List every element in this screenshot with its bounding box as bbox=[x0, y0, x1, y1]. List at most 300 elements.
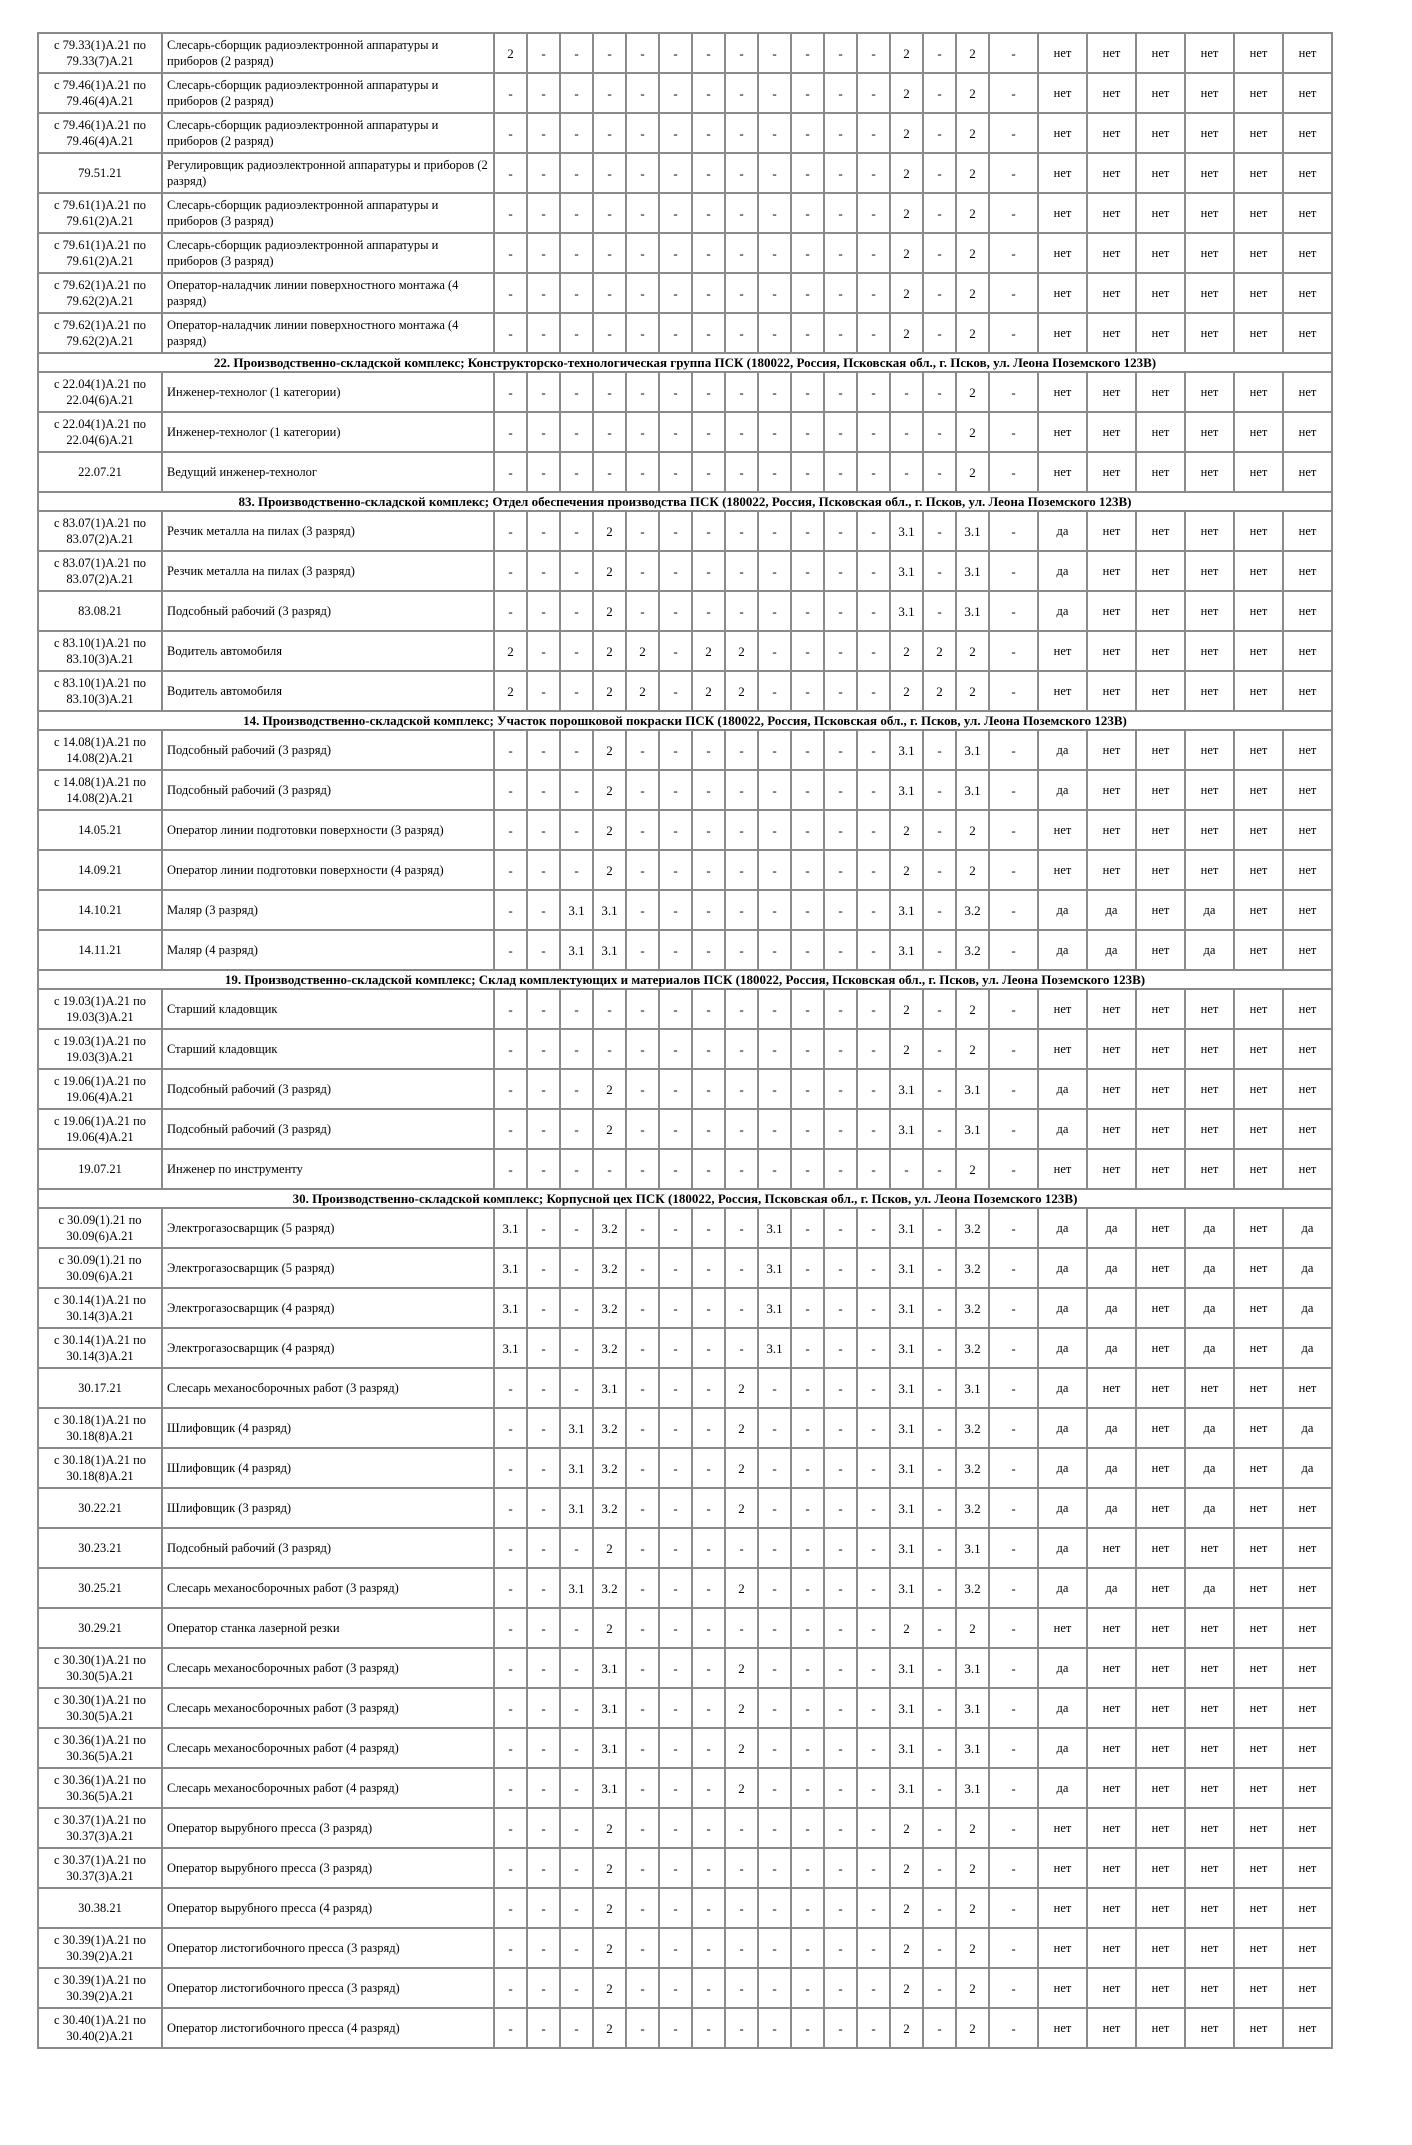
factor-class-cell: - bbox=[527, 1448, 560, 1488]
factor-class-cell: - bbox=[791, 1408, 824, 1448]
factor-class-cell: - bbox=[593, 1029, 626, 1069]
guarantee-cell: да bbox=[1087, 930, 1136, 970]
guarantee-cell: нет bbox=[1234, 193, 1283, 233]
guarantee-cell: нет bbox=[1136, 452, 1185, 492]
factor-class-cell: - bbox=[659, 1488, 692, 1528]
factor-class-cell: - bbox=[989, 1069, 1038, 1109]
job-title: Подсобный рабочий (3 разряд) bbox=[162, 1069, 494, 1109]
factor-class-cell: - bbox=[593, 989, 626, 1029]
factor-class-cell: - bbox=[626, 1728, 659, 1768]
guarantee-cell: нет bbox=[1234, 511, 1283, 551]
guarantee-cell: нет bbox=[1038, 233, 1087, 273]
guarantee-cell: нет bbox=[1087, 1648, 1136, 1688]
factor-class-cell: 3.1 bbox=[956, 1688, 989, 1728]
table-row bbox=[38, 313, 1332, 353]
guarantee-cell: нет bbox=[1283, 1968, 1332, 2008]
factor-class-cell: 3.1 bbox=[593, 1768, 626, 1808]
guarantee-cell: нет bbox=[1283, 1029, 1332, 1069]
factor-class-cell: 3.1 bbox=[560, 890, 593, 930]
guarantee-cell: нет bbox=[1136, 730, 1185, 770]
guarantee-cell: да bbox=[1038, 1408, 1087, 1448]
workplace-code: 30.25.21 bbox=[38, 1568, 162, 1608]
guarantee-cell: нет bbox=[1283, 33, 1332, 73]
factor-class-cell: - bbox=[527, 1029, 560, 1069]
factor-class-cell: - bbox=[659, 113, 692, 153]
factor-class-cell: - bbox=[725, 591, 758, 631]
factor-class-cell: - bbox=[989, 1368, 1038, 1408]
table-row bbox=[38, 1968, 1332, 2008]
guarantee-cell: нет bbox=[1038, 1968, 1087, 2008]
guarantee-cell: нет bbox=[1038, 1928, 1087, 1968]
guarantee-cell: нет bbox=[1234, 1328, 1283, 1368]
factor-class-cell: 3.1 bbox=[890, 1488, 923, 1528]
factor-class-cell: 3.1 bbox=[890, 511, 923, 551]
guarantee-cell: да bbox=[1087, 1448, 1136, 1488]
factor-class-cell: - bbox=[791, 193, 824, 233]
factor-class-cell: - bbox=[527, 273, 560, 313]
factor-class-cell: - bbox=[824, 591, 857, 631]
factor-class-cell: - bbox=[725, 1288, 758, 1328]
guarantee-cell: нет bbox=[1087, 273, 1136, 313]
guarantee-cell: нет bbox=[1234, 1248, 1283, 1288]
factor-class-cell: 3.1 bbox=[560, 1488, 593, 1528]
factor-class-cell: - bbox=[758, 890, 791, 930]
factor-class-cell: - bbox=[824, 193, 857, 233]
factor-class-cell: 2 bbox=[956, 73, 989, 113]
guarantee-cell: да bbox=[1038, 1688, 1087, 1728]
guarantee-cell: нет bbox=[1283, 153, 1332, 193]
guarantee-cell: да bbox=[1283, 1208, 1332, 1248]
factor-class-cell: - bbox=[626, 1408, 659, 1448]
factor-class-cell: 3.1 bbox=[956, 1648, 989, 1688]
workplace-code: 83.08.21 bbox=[38, 591, 162, 631]
table-row bbox=[38, 1568, 1332, 1608]
factor-class-cell: - bbox=[626, 273, 659, 313]
guarantee-cell: нет bbox=[1283, 770, 1332, 810]
factor-class-cell: 2 bbox=[890, 273, 923, 313]
factor-class-cell: 2 bbox=[956, 850, 989, 890]
factor-class-cell: - bbox=[527, 193, 560, 233]
factor-class-cell: - bbox=[527, 890, 560, 930]
factor-class-cell: - bbox=[857, 770, 890, 810]
factor-class-cell: - bbox=[560, 153, 593, 193]
working-conditions-table bbox=[37, 32, 1333, 2049]
factor-class-cell: - bbox=[560, 810, 593, 850]
guarantee-cell: нет bbox=[1185, 1808, 1234, 1848]
factor-class-cell: - bbox=[758, 1768, 791, 1808]
factor-class-cell: 2 bbox=[923, 671, 956, 711]
factor-class-cell: - bbox=[527, 1608, 560, 1648]
factor-class-cell: 2 bbox=[725, 1448, 758, 1488]
guarantee-cell: нет bbox=[1136, 511, 1185, 551]
factor-class-cell: - bbox=[824, 1328, 857, 1368]
factor-class-cell: - bbox=[659, 930, 692, 970]
factor-class-cell: - bbox=[692, 770, 725, 810]
factor-class-cell: - bbox=[692, 1768, 725, 1808]
guarantee-cell: нет bbox=[1087, 671, 1136, 711]
factor-class-cell: - bbox=[857, 511, 890, 551]
factor-class-cell: 3.1 bbox=[758, 1328, 791, 1368]
factor-class-cell: - bbox=[527, 1848, 560, 1888]
factor-class-cell: 2 bbox=[890, 233, 923, 273]
factor-class-cell: - bbox=[659, 730, 692, 770]
guarantee-cell: нет bbox=[1136, 273, 1185, 313]
factor-class-cell: - bbox=[989, 1968, 1038, 2008]
factor-class-cell: - bbox=[725, 153, 758, 193]
factor-class-cell: - bbox=[593, 193, 626, 233]
factor-class-cell: - bbox=[560, 671, 593, 711]
factor-class-cell: - bbox=[725, 113, 758, 153]
guarantee-cell: да bbox=[1038, 1448, 1087, 1488]
table-row bbox=[38, 511, 1332, 551]
job-title: Подсобный рабочий (3 разряд) bbox=[162, 730, 494, 770]
guarantee-cell: нет bbox=[1234, 372, 1283, 412]
factor-class-cell: 2 bbox=[956, 631, 989, 671]
guarantee-cell: нет bbox=[1136, 1248, 1185, 1288]
table-row bbox=[38, 73, 1332, 113]
job-title: Инженер-технолог (1 категории) bbox=[162, 372, 494, 412]
table-row bbox=[38, 591, 1332, 631]
guarantee-cell: нет bbox=[1234, 671, 1283, 711]
table-row bbox=[38, 1848, 1332, 1888]
factor-class-cell: - bbox=[791, 890, 824, 930]
guarantee-cell: нет bbox=[1038, 193, 1087, 233]
factor-class-cell: - bbox=[989, 1928, 1038, 1968]
factor-class-cell: 3.1 bbox=[593, 1688, 626, 1728]
guarantee-cell: да bbox=[1185, 1488, 1234, 1528]
table-row bbox=[38, 1608, 1332, 1648]
table-row bbox=[38, 1288, 1332, 1328]
guarantee-cell: нет bbox=[1283, 730, 1332, 770]
factor-class-cell: - bbox=[560, 193, 593, 233]
guarantee-cell: нет bbox=[1087, 452, 1136, 492]
guarantee-cell: нет bbox=[1283, 1848, 1332, 1888]
guarantee-cell: нет bbox=[1234, 2008, 1283, 2048]
guarantee-cell: нет bbox=[1234, 1069, 1283, 1109]
guarantee-cell: нет bbox=[1185, 33, 1234, 73]
factor-class-cell: 2 bbox=[956, 372, 989, 412]
guarantee-cell: нет bbox=[1136, 1288, 1185, 1328]
factor-class-cell: - bbox=[494, 273, 527, 313]
table-row bbox=[38, 989, 1332, 1029]
guarantee-cell: нет bbox=[1087, 1888, 1136, 1928]
factor-class-cell: - bbox=[725, 930, 758, 970]
factor-class-cell: - bbox=[989, 313, 1038, 353]
guarantee-cell: нет bbox=[1234, 591, 1283, 631]
guarantee-cell: нет bbox=[1136, 1029, 1185, 1069]
guarantee-cell: да bbox=[1038, 1528, 1087, 1568]
factor-class-cell: 3.1 bbox=[890, 591, 923, 631]
factor-class-cell: - bbox=[494, 1848, 527, 1888]
factor-class-cell: - bbox=[593, 153, 626, 193]
workplace-code: с 30.40(1)А.21 по 30.40(2)А.21 bbox=[38, 2008, 162, 2048]
factor-class-cell: - bbox=[692, 989, 725, 1029]
guarantee-cell: нет bbox=[1185, 730, 1234, 770]
factor-class-cell: 3.1 bbox=[890, 1208, 923, 1248]
factor-class-cell: - bbox=[791, 1208, 824, 1248]
factor-class-cell: - bbox=[626, 1888, 659, 1928]
factor-class-cell: - bbox=[725, 770, 758, 810]
factor-class-cell: - bbox=[626, 810, 659, 850]
guarantee-cell: да bbox=[1185, 1288, 1234, 1328]
factor-class-cell: - bbox=[923, 551, 956, 591]
section-header-row bbox=[38, 1189, 1332, 1208]
factor-class-cell: - bbox=[692, 1528, 725, 1568]
factor-class-cell: 2 bbox=[725, 1648, 758, 1688]
factor-class-cell: 3.1 bbox=[956, 1368, 989, 1408]
factor-class-cell: - bbox=[923, 1408, 956, 1448]
factor-class-cell: - bbox=[692, 810, 725, 850]
factor-class-cell: - bbox=[659, 233, 692, 273]
guarantee-cell: нет bbox=[1136, 313, 1185, 353]
factor-class-cell: - bbox=[593, 273, 626, 313]
factor-class-cell: - bbox=[989, 1688, 1038, 1728]
table-row bbox=[38, 1728, 1332, 1768]
guarantee-cell: нет bbox=[1185, 313, 1234, 353]
guarantee-cell: да bbox=[1038, 1568, 1087, 1608]
workplace-code: с 14.08(1)А.21 по 14.08(2)А.21 bbox=[38, 770, 162, 810]
factor-class-cell: 3.1 bbox=[593, 930, 626, 970]
table-row bbox=[38, 233, 1332, 273]
guarantee-cell: нет bbox=[1136, 412, 1185, 452]
factor-class-cell: - bbox=[692, 73, 725, 113]
factor-class-cell: - bbox=[692, 1848, 725, 1888]
guarantee-cell: нет bbox=[1136, 930, 1185, 970]
factor-class-cell: - bbox=[593, 452, 626, 492]
guarantee-cell: нет bbox=[1136, 1408, 1185, 1448]
factor-class-cell: - bbox=[791, 1608, 824, 1648]
factor-class-cell: 2 bbox=[593, 1808, 626, 1848]
factor-class-cell: 3.2 bbox=[956, 930, 989, 970]
factor-class-cell: - bbox=[560, 1608, 593, 1648]
factor-class-cell: - bbox=[659, 1368, 692, 1408]
factor-class-cell: - bbox=[857, 1208, 890, 1248]
factor-class-cell: - bbox=[659, 671, 692, 711]
workplace-code: 79.51.21 bbox=[38, 153, 162, 193]
factor-class-cell: - bbox=[758, 73, 791, 113]
guarantee-cell: нет bbox=[1185, 113, 1234, 153]
guarantee-cell: нет bbox=[1234, 273, 1283, 313]
guarantee-cell: да bbox=[1038, 770, 1087, 810]
guarantee-cell: нет bbox=[1185, 1888, 1234, 1928]
factor-class-cell: - bbox=[791, 511, 824, 551]
factor-class-cell: - bbox=[989, 1568, 1038, 1608]
table-row bbox=[38, 412, 1332, 452]
factor-class-cell: - bbox=[791, 1248, 824, 1288]
factor-class-cell: - bbox=[725, 1069, 758, 1109]
workplace-code: 30.17.21 bbox=[38, 1368, 162, 1408]
factor-class-cell: - bbox=[659, 1808, 692, 1848]
guarantee-cell: нет bbox=[1087, 551, 1136, 591]
guarantee-cell: нет bbox=[1087, 1368, 1136, 1408]
workplace-code: 22.07.21 bbox=[38, 452, 162, 492]
table-row bbox=[38, 1149, 1332, 1189]
table-row bbox=[38, 1069, 1332, 1109]
job-title: Оператор линии подготовки поверхности (3 разряд) bbox=[162, 810, 494, 850]
factor-class-cell: 2 bbox=[725, 1568, 758, 1608]
factor-class-cell: 2 bbox=[593, 810, 626, 850]
factor-class-cell: - bbox=[494, 1528, 527, 1568]
guarantee-cell: нет bbox=[1234, 1648, 1283, 1688]
table-row bbox=[38, 372, 1332, 412]
factor-class-cell: - bbox=[923, 1928, 956, 1968]
factor-class-cell: - bbox=[791, 591, 824, 631]
factor-class-cell: - bbox=[824, 1208, 857, 1248]
workplace-code: с 30.30(1)А.21 по 30.30(5)А.21 bbox=[38, 1688, 162, 1728]
factor-class-cell: - bbox=[758, 1728, 791, 1768]
factor-class-cell: 3.1 bbox=[890, 890, 923, 930]
factor-class-cell: 2 bbox=[494, 671, 527, 711]
factor-class-cell: 3.1 bbox=[494, 1208, 527, 1248]
job-title: Подсобный рабочий (3 разряд) bbox=[162, 1109, 494, 1149]
job-title: Электрогазосварщик (5 разряд) bbox=[162, 1248, 494, 1288]
factor-class-cell: - bbox=[923, 233, 956, 273]
factor-class-cell: - bbox=[560, 1368, 593, 1408]
factor-class-cell: - bbox=[494, 1928, 527, 1968]
table-row bbox=[38, 1328, 1332, 1368]
factor-class-cell: - bbox=[923, 1448, 956, 1488]
factor-class-cell: - bbox=[593, 412, 626, 452]
guarantee-cell: нет bbox=[1038, 850, 1087, 890]
guarantee-cell: нет bbox=[1234, 1728, 1283, 1768]
job-title: Оператор-наладчик линии поверхностного монтажа (4 разряд) bbox=[162, 273, 494, 313]
guarantee-cell: нет bbox=[1283, 412, 1332, 452]
guarantee-cell: нет bbox=[1038, 73, 1087, 113]
factor-class-cell: 3.1 bbox=[890, 730, 923, 770]
factor-class-cell: - bbox=[824, 1848, 857, 1888]
factor-class-cell: 2 bbox=[890, 989, 923, 1029]
factor-class-cell: - bbox=[824, 73, 857, 113]
factor-class-cell: - bbox=[527, 591, 560, 631]
factor-class-cell: - bbox=[626, 1248, 659, 1288]
factor-class-cell: 3.1 bbox=[956, 551, 989, 591]
factor-class-cell: - bbox=[659, 1408, 692, 1448]
guarantee-cell: нет bbox=[1087, 989, 1136, 1029]
guarantee-cell: нет bbox=[1283, 1648, 1332, 1688]
guarantee-cell: нет bbox=[1087, 1968, 1136, 2008]
factor-class-cell: - bbox=[857, 551, 890, 591]
factor-class-cell: - bbox=[560, 1328, 593, 1368]
factor-class-cell: - bbox=[758, 33, 791, 73]
guarantee-cell: нет bbox=[1234, 1768, 1283, 1808]
factor-class-cell: - bbox=[824, 33, 857, 73]
factor-class-cell: - bbox=[824, 233, 857, 273]
factor-class-cell: 2 bbox=[593, 671, 626, 711]
factor-class-cell: - bbox=[857, 372, 890, 412]
factor-class-cell: - bbox=[923, 1288, 956, 1328]
guarantee-cell: нет bbox=[1185, 372, 1234, 412]
guarantee-cell: нет bbox=[1234, 1109, 1283, 1149]
guarantee-cell: да bbox=[1087, 1288, 1136, 1328]
factor-class-cell: - bbox=[923, 1568, 956, 1608]
factor-class-cell: - bbox=[494, 1648, 527, 1688]
job-title: Резчик металла на пилах (3 разряд) bbox=[162, 551, 494, 591]
job-title: Слесарь механосборочных работ (4 разряд) bbox=[162, 1768, 494, 1808]
guarantee-cell: да bbox=[1038, 1069, 1087, 1109]
factor-class-cell: - bbox=[923, 452, 956, 492]
factor-class-cell: 2 bbox=[956, 1848, 989, 1888]
factor-class-cell: - bbox=[692, 1928, 725, 1968]
factor-class-cell: - bbox=[494, 511, 527, 551]
factor-class-cell: - bbox=[857, 1928, 890, 1968]
guarantee-cell: да bbox=[1038, 551, 1087, 591]
factor-class-cell: 3.1 bbox=[890, 1368, 923, 1408]
factor-class-cell: 3.1 bbox=[758, 1248, 791, 1288]
factor-class-cell: - bbox=[923, 1069, 956, 1109]
table-row bbox=[38, 631, 1332, 671]
factor-class-cell: - bbox=[494, 2008, 527, 2048]
factor-class-cell: - bbox=[758, 730, 791, 770]
guarantee-cell: да bbox=[1038, 1488, 1087, 1528]
factor-class-cell: - bbox=[659, 153, 692, 193]
factor-class-cell: - bbox=[857, 153, 890, 193]
guarantee-cell: нет bbox=[1185, 153, 1234, 193]
factor-class-cell: - bbox=[923, 313, 956, 353]
guarantee-cell: да bbox=[1185, 1568, 1234, 1608]
factor-class-cell: - bbox=[560, 1069, 593, 1109]
factor-class-cell: - bbox=[923, 33, 956, 73]
job-title: Электрогазосварщик (4 разряд) bbox=[162, 1288, 494, 1328]
factor-class-cell: - bbox=[824, 1648, 857, 1688]
factor-class-cell: - bbox=[857, 1528, 890, 1568]
factor-class-cell: - bbox=[560, 631, 593, 671]
guarantee-cell: нет bbox=[1087, 1768, 1136, 1808]
guarantee-cell: нет bbox=[1185, 1728, 1234, 1768]
guarantee-cell: нет bbox=[1087, 1688, 1136, 1728]
factor-class-cell: - bbox=[692, 372, 725, 412]
factor-class-cell: 2 bbox=[593, 1109, 626, 1149]
factor-class-cell: - bbox=[857, 1648, 890, 1688]
factor-class-cell: - bbox=[824, 1808, 857, 1848]
factor-class-cell: - bbox=[527, 1648, 560, 1688]
factor-class-cell: - bbox=[923, 591, 956, 631]
factor-class-cell: - bbox=[758, 412, 791, 452]
guarantee-cell: нет bbox=[1087, 770, 1136, 810]
factor-class-cell: - bbox=[758, 1968, 791, 2008]
guarantee-cell: да bbox=[1185, 890, 1234, 930]
factor-class-cell: - bbox=[824, 153, 857, 193]
factor-class-cell: - bbox=[527, 1728, 560, 1768]
job-title: Слесарь механосборочных работ (3 разряд) bbox=[162, 1568, 494, 1608]
guarantee-cell: нет bbox=[1038, 631, 1087, 671]
guarantee-cell: нет bbox=[1283, 591, 1332, 631]
factor-class-cell: 2 bbox=[956, 33, 989, 73]
factor-class-cell: - bbox=[494, 1808, 527, 1848]
factor-class-cell: - bbox=[791, 730, 824, 770]
guarantee-cell: да bbox=[1283, 1248, 1332, 1288]
factor-class-cell: - bbox=[725, 511, 758, 551]
workplace-code: с 22.04(1)А.21 по 22.04(6)А.21 bbox=[38, 412, 162, 452]
factor-class-cell: - bbox=[758, 1488, 791, 1528]
factor-class-cell: 3.2 bbox=[956, 1328, 989, 1368]
factor-class-cell: - bbox=[527, 372, 560, 412]
factor-class-cell: 2 bbox=[725, 1768, 758, 1808]
factor-class-cell: - bbox=[626, 153, 659, 193]
guarantee-cell: нет bbox=[1234, 850, 1283, 890]
factor-class-cell: 2 bbox=[890, 2008, 923, 2048]
factor-class-cell: 2 bbox=[626, 631, 659, 671]
factor-class-cell: 3.2 bbox=[956, 1248, 989, 1288]
factor-class-cell: 3.2 bbox=[593, 1328, 626, 1368]
guarantee-cell: нет bbox=[1136, 1109, 1185, 1149]
guarantee-cell: нет bbox=[1283, 372, 1332, 412]
factor-class-cell: - bbox=[791, 1069, 824, 1109]
factor-class-cell: - bbox=[857, 1248, 890, 1288]
guarantee-cell: нет bbox=[1136, 1608, 1185, 1648]
guarantee-cell: нет bbox=[1136, 1448, 1185, 1488]
factor-class-cell: - bbox=[857, 1888, 890, 1928]
factor-class-cell: - bbox=[857, 730, 890, 770]
